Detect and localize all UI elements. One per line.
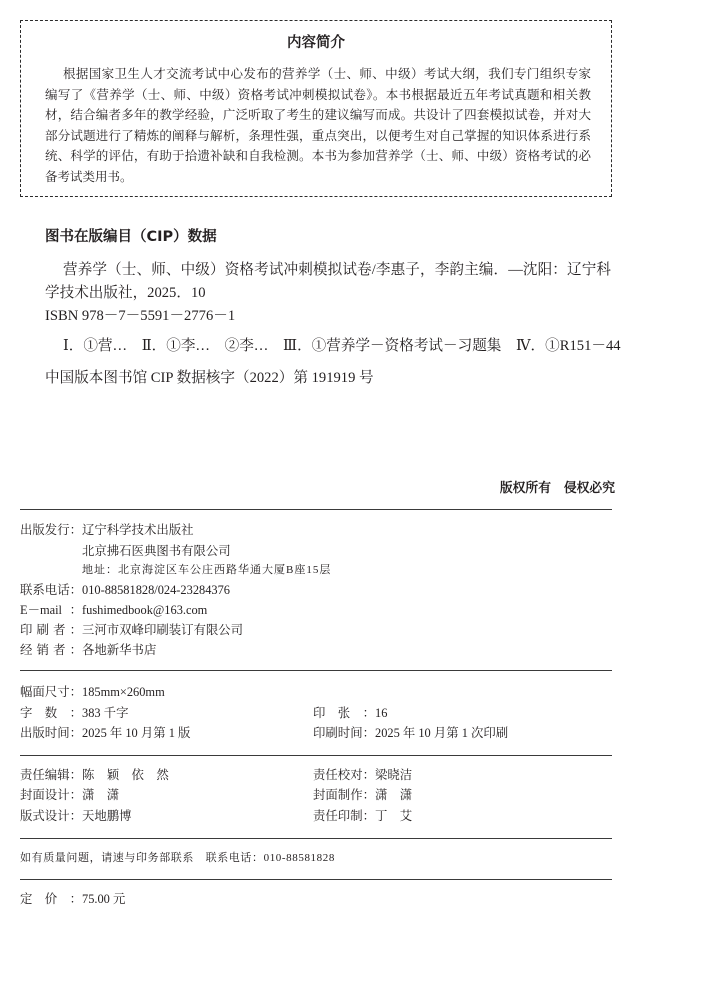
publisher-row <box>20 521 194 539</box>
co-publisher: 北京拂石医典图书有限公司 <box>82 544 231 558</box>
print-supervisor-value: 丁 艾 <box>375 809 413 823</box>
sheets-label: 印张： <box>313 706 375 720</box>
divider <box>20 509 612 510</box>
cover-design-row <box>20 786 119 804</box>
email-label: E－mail： <box>20 603 82 617</box>
print-date-row <box>313 724 508 742</box>
print-date-label: 印刷时间： <box>313 726 375 740</box>
summary-title: 内容简介 <box>287 35 345 51</box>
price-row <box>20 890 125 908</box>
publish-date-label: 出版时间： <box>20 726 82 740</box>
email-row <box>20 601 207 619</box>
summary-line: 编写了《营养学（士、师、中级）资格考试冲刺模拟试卷》。本书根据最近五年考试真题和相关教 <box>45 87 591 102</box>
summary-line: 根据国家卫生人才交流考试中心发布的营养学（士、师、中级）考试大纲，我们专门组织专家 <box>63 67 591 81</box>
rights-notice: 版权所有 侵权必究 <box>499 481 615 496</box>
divider <box>20 879 612 880</box>
format-value: 185mm×260mm <box>82 685 165 699</box>
summary-line: 备考试类用书。 <box>45 169 133 184</box>
layout-design-row <box>20 807 132 825</box>
cip-classification: Ⅰ．①营… Ⅱ．①李… ②李… Ⅲ．①营养学－资格考试－习题集 Ⅳ．①R151－44 <box>63 338 621 354</box>
cip-bibliographic-line: 营养学（士、师、中级）资格考试冲刺模拟试卷/李惠子，李韵主编．—沈阳：辽宁科 <box>63 262 611 278</box>
editor-value: 陈 颖 依 然 <box>82 768 169 782</box>
sheets-row <box>313 704 387 722</box>
quality-notice: 如有质量问题，请速与印务部联系 联系电话：010-88581828 <box>20 852 335 864</box>
word-count-label: 字数： <box>20 706 82 720</box>
price-label: 定价： <box>20 892 82 906</box>
cover-production-value: 潇 潇 <box>375 788 413 802</box>
print-date-value: 2025 年 10 月第 1 次印刷 <box>375 726 509 740</box>
publisher-address: 地址：北京海淀区车公庄西路华通大厦B座15层 <box>82 564 332 576</box>
editor-label: 责任编辑： <box>20 768 82 782</box>
cip-heading: 图书在版编目（CIP）数据 <box>45 229 217 245</box>
distributor-label: 经销者： <box>20 643 82 657</box>
layout-design-value: 天地鹏博 <box>82 809 132 823</box>
publisher-name: 辽宁科学技术出版社 <box>82 523 194 537</box>
publisher-label: 出版发行： <box>20 523 82 537</box>
publish-date-row <box>20 724 190 742</box>
phone-value: 010-88581828/024-23284376 <box>82 583 230 597</box>
cip-isbn: ISBN 978－7－5591－2776－1 <box>45 308 236 324</box>
cover-design-value: 潇 潇 <box>82 788 120 802</box>
summary-text <box>45 64 591 188</box>
printer-label: 印刷者： <box>20 623 82 637</box>
divider <box>20 838 612 839</box>
summary-line: 材，结合编者多年的教学经验，广泛听取了考生的建议编写而成。共设计了四套模拟试卷，并对大 <box>45 108 591 123</box>
summary-line: 统、科学的评估，有助于拾遗补缺和自我检测。本书为参加营养学（士、师、中级）资格考试的必 <box>45 149 591 164</box>
price-value: 75.00 元 <box>82 892 126 906</box>
cover-production-row <box>313 786 412 804</box>
word-count-value: 383 千字 <box>82 706 129 720</box>
word-count-row <box>20 704 128 722</box>
proofreader-row <box>313 766 412 784</box>
phone-row <box>20 581 230 599</box>
publish-date-value: 2025 年 10 月第 1 版 <box>82 726 191 740</box>
sheets-value: 16 <box>375 706 388 720</box>
cip-bibliographic-line: 学技术出版社，2025．10 <box>45 285 206 301</box>
format-label: 幅面尺寸： <box>20 685 82 699</box>
cip-record-number: 中国版本图书馆 CIP 数据核字（2022）第 191919 号 <box>45 370 374 386</box>
email-value: fushimedbook@163.com <box>82 603 208 617</box>
print-supervisor-label: 责任印制： <box>313 809 375 823</box>
cover-design-label: 封面设计： <box>20 788 82 802</box>
divider <box>20 670 612 671</box>
printer-value: 三河市双峰印刷装订有限公司 <box>82 623 244 637</box>
summary-line: 部分试题进行了精炼的阐释与解析，条理性强，重点突出，以便考生对自己掌握的知识体系进行系 <box>45 128 591 143</box>
proofreader-label: 责任校对： <box>313 768 375 782</box>
printer-row <box>20 621 243 639</box>
phone-label: 联系电话： <box>20 583 82 597</box>
distributor-row <box>20 641 156 659</box>
editor-row <box>20 766 169 784</box>
print-supervisor-row <box>313 807 412 825</box>
proofreader-value: 梁晓洁 <box>375 768 413 782</box>
divider <box>20 755 612 756</box>
layout-design-label: 版式设计： <box>20 809 82 823</box>
cover-production-label: 封面制作： <box>313 788 375 802</box>
distributor-value: 各地新华书店 <box>82 643 157 657</box>
format-row <box>20 683 165 701</box>
